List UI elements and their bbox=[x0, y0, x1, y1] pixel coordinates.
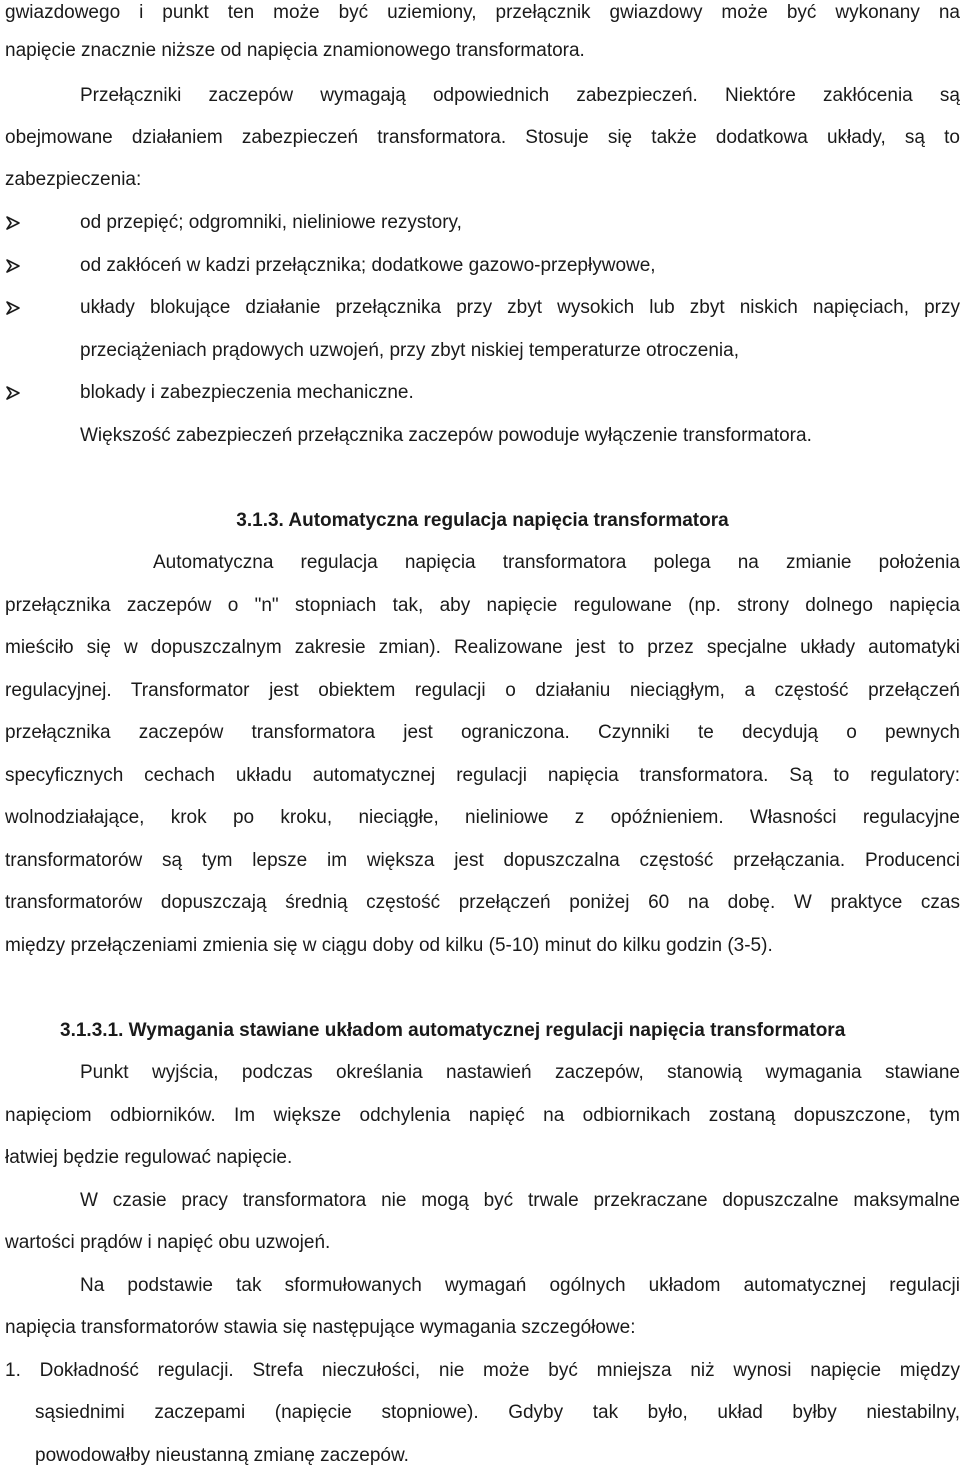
paragraph-line: transformatorów dopuszczają średnią częstość przełączeń poniżej 60 na dobę. W praktyce czas bbox=[5, 892, 960, 913]
section-heading: 3.1.3. Automatyczna regulacja napięcia transformatora bbox=[236, 510, 729, 531]
bullet-item bbox=[80, 380, 960, 406]
bullet-item bbox=[80, 253, 960, 279]
numbered-item-line: sąsiednimi zaczepami (napięcie stopniowe). Gdyby tak było, układ byłby niestabilny, bbox=[35, 1402, 960, 1423]
intro-line-3: Przełączniki zaczepów wymagają odpowiednich zabezpieczeń. Niektóre zakłócenia są bbox=[80, 85, 960, 106]
paragraph-line: W czasie pracy transformatora nie mogą być trwale przekraczane dopuszczalne maksymalne bbox=[80, 1190, 960, 1211]
paragraph-line: specyficznych cechach układu automatycznej regulacji napięcia transformatora. Są to regulatory: bbox=[5, 765, 960, 786]
arrow-bullet-icon bbox=[5, 295, 25, 321]
numbered-item-line: 1. Dokładność regulacji. Strefa nieczułości, nie może być mniejsza niż wynosi napięcie między bbox=[5, 1360, 960, 1381]
paragraph-line: regulacyjnej. Transformator jest obiektem regulacji o działaniu nieciągłym, a częstość przełączeń bbox=[5, 680, 960, 701]
paragraph-line: wolnodziałające, krok po kroku, nieciągłe, nieliniowe z opóźnieniem. Własności regulacyjne bbox=[5, 807, 960, 828]
paragraph-line: napięcia transformatorów stawia się następujące wymagania szczegółowe: bbox=[5, 1317, 636, 1338]
paragraph-line: Automatyczna regulacja napięcia transformatora polega na zmianie położenia bbox=[153, 552, 960, 573]
arrow-bullet-icon bbox=[5, 210, 25, 236]
bullet-text-continued: przeciążeniach prądowych uzwojeń, przy zbyt niskiej temperaturze otroczenia, bbox=[80, 340, 739, 361]
paragraph-line: między przełączeniami zmienia się w ciągu doby od kilku (5-10) minut do kilku godzin (3-5). bbox=[5, 935, 773, 956]
paragraph-line: przełącznika zaczepów o "n" stopniach tak, aby napięcie regulowane (np. strony dolnego napięcia bbox=[5, 595, 960, 616]
bullet-text: od zakłóceń w kadzi przełącznika; dodatkowe gazowo-przepływowe, bbox=[80, 255, 656, 276]
paragraph-line: Punkt wyjścia, podczas określania nastawień zaczepów, stanowią wymagania stawiane bbox=[80, 1062, 960, 1083]
arrow-bullet-icon bbox=[5, 380, 25, 406]
numbered-item-line: powodowałby nieustanną zmianę zaczepów. bbox=[35, 1445, 409, 1466]
bullet-text: od przepięć; odgromniki, nieliniowe rezystory, bbox=[80, 212, 462, 233]
summary-line: Większość zabezpieczeń przełącznika zaczepów powoduje wyłączenie transformatora. bbox=[80, 425, 812, 446]
intro-line-4: obejmowane działaniem zabezpieczeń transformatora. Stosuje się także dodatkowa układy, są to bbox=[5, 127, 960, 148]
paragraph-line: łatwiej będzie regulować napięcie. bbox=[5, 1147, 293, 1168]
arrow-bullet-icon bbox=[5, 253, 25, 279]
bullet-item bbox=[80, 210, 960, 236]
intro-line-2: napięcie znacznie niższe od napięcia znamionowego transformatora. bbox=[5, 40, 585, 61]
bullet-item bbox=[80, 295, 960, 321]
paragraph-line: przełącznika zaczepów transformatora jest ograniczona. Czynniki te decydują o pewnych bbox=[5, 722, 960, 743]
intro-line-1: gwiazdowego i punkt ten może być uziemiony, przełącznik gwiazdowy może być wykonany na bbox=[5, 2, 960, 23]
paragraph-line: napięciom odbiorników. Im większe odchylenia napięć na odbiornikach zostaną dopuszczone, tym bbox=[5, 1105, 960, 1126]
bullet-text: układy blokujące działanie przełącznika przy zbyt wysokich lub zbyt niskich napięciach, przy bbox=[80, 297, 960, 318]
bullet-text: blokady i zabezpieczenia mechaniczne. bbox=[80, 382, 414, 403]
subsection-heading: 3.1.3.1. Wymagania stawiane układom automatycznej regulacji napięcia transformatora bbox=[60, 1020, 846, 1041]
paragraph-line: transformatorów są tym lepsze im większa jest dopuszczalna częstość przełączania. Producenci bbox=[5, 850, 960, 871]
paragraph-line: wartości prądów i napięć obu uzwojeń. bbox=[5, 1232, 331, 1253]
paragraph-line: Na podstawie tak sformułowanych wymagań ogólnych układom automatycznej regulacji bbox=[80, 1275, 960, 1296]
paragraph-line: mieściło się w dopuszczalnym zakresie zmian). Realizowane jest to przez specjalne układy automatyki bbox=[5, 637, 960, 658]
intro-line-5: zabezpieczenia: bbox=[5, 169, 142, 190]
